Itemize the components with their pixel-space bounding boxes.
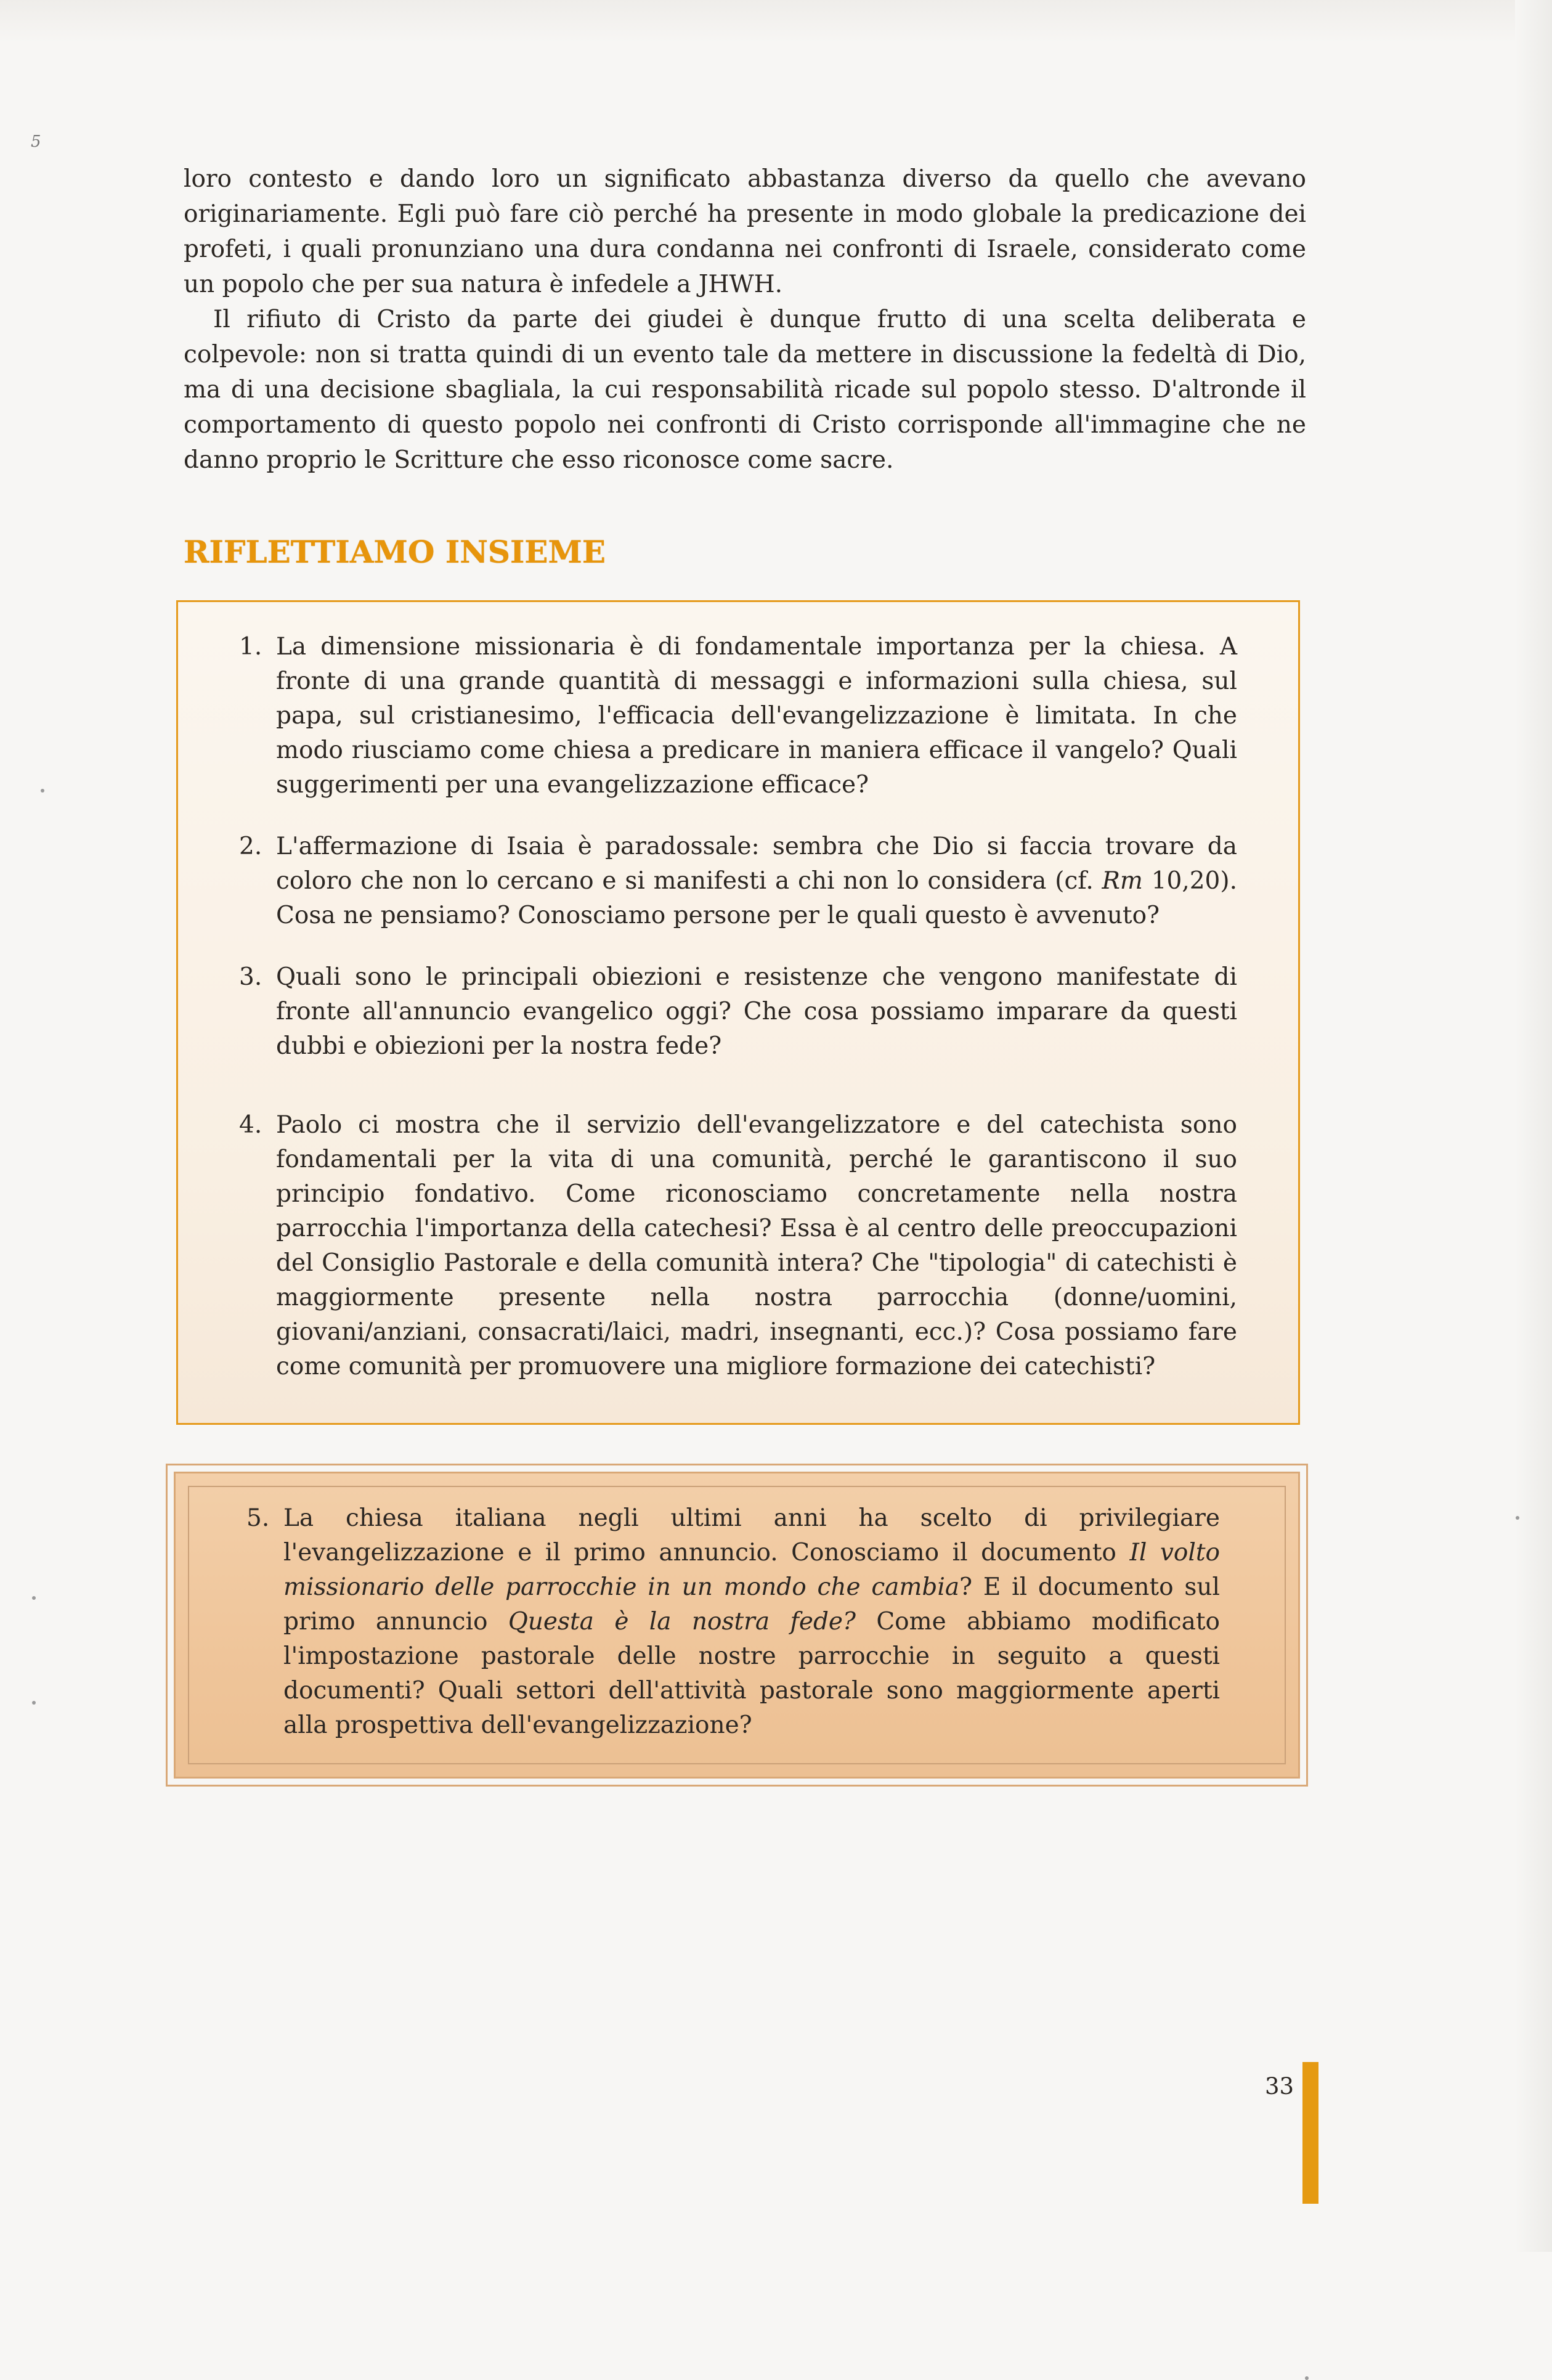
scan-speck	[32, 1596, 36, 1600]
question-number: 3.	[239, 963, 262, 991]
paragraph-1: loro contesto e dando loro un significato abbastanza diverso da quello che avevano originariamente. Egli può fare ciò perché ha presente in modo globale la predicazione dei profeti, i quali pronunziano una dura condanna nei confronti di Israele, considerato come un popolo che per sua natura è infedele a JHWH.	[184, 165, 1306, 298]
question-text: La dimensione missionaria è di fondamentale importanza per la chiesa. A fronte di una grande quantità di messaggi e informazioni sulla chiesa, sul papa, sul cristianesimo, l'efficacia dell'evangelizzazione è limitata. In che modo riusciamo come chiesa a predicare in maniera efficace il vangelo? Quali suggerimenti per una evangelizzazione efficace?	[276, 633, 1237, 799]
question-number: 4.	[239, 1111, 262, 1139]
body-text	[184, 161, 1306, 478]
margin-mark: 5	[31, 132, 41, 151]
section-title: RIFLETTIAMO INSIEME	[184, 534, 606, 570]
scan-speck	[32, 1701, 36, 1705]
question-text-part: Come abbiamo modificato l'impostazione pastorale delle nostre parrocchie in seguito a questi documenti? Quali settori dell'attività pastorale sono maggiormente aperti alla prospettiva dell'evangelizzazione?	[283, 1608, 1220, 1739]
scan-speck	[1305, 2376, 1309, 2380]
document-title: Il volto missionario delle parrocchie in un mondo che cambia	[283, 1539, 1220, 1601]
question-text-part: L'affermazione di Isaia è paradossale: sembra che Dio si faccia trovare da coloro che non lo cercano e si manifesti a chi non lo considera (cf.	[276, 833, 1237, 895]
paragraph-2: Il rifiuto di Cristo da parte dei giudei è dunque frutto di una scelta deliberata e colpevole: non si tratta quindi di un evento tale da mettere in discussione la fedeltà di Dio, ma di una decisione sbagliala, la cui responsabilità ricade sul popolo stesso. D'altronde il comportamento di questo popolo nei confronti di Cristo corrisponde all'immagine che ne danno proprio le Scritture che esso riconosce come sacre.	[184, 306, 1306, 474]
question-text-part: La chiesa italiana negli ultimi anni ha scelto di privilegiare l'evangelizzazione e il primo annuncio. Conosciamo il documento	[283, 1504, 1220, 1567]
question-number: 1.	[239, 633, 262, 661]
question-number: 2.	[239, 833, 262, 860]
question-list	[239, 630, 1237, 1384]
question-text-part: ? E il documento sul primo annuncio	[283, 1573, 1220, 1636]
page-top-edge	[0, 0, 1552, 43]
page-right-edge	[1515, 0, 1552, 2252]
question-text: Quali sono le principali obiezioni e resistenze che vengono manifestate di fronte all'annuncio evangelico oggi? Che cosa possiamo imparare da questi dubbi e obiezioni per la nostra fede?	[276, 963, 1237, 1060]
scan-speck	[1516, 1516, 1519, 1520]
scan-speck	[41, 789, 44, 793]
question-item	[239, 1108, 1237, 1384]
question-number: 5.	[246, 1504, 270, 1532]
question-item	[239, 829, 1237, 933]
question-text	[246, 1501, 1220, 1743]
question-text: Paolo ci mostra che il servizio dell'evangelizzatore e del catechista sono fondamentali per la vita di una comunità, perché le garantiscono il suo principio fondativo. Come riconosciamo concretamente nella nostra parrocchia l'importanza della catechesi? Essa è al centro delle preoccupazioni del Consiglio Pastorale e della comunità intera? Che "tipologia" di catechisti è maggiormente presente nella nostra parrocchia (donne/uomini, giovani/anziani, consacrati/laici, madri, insegnanti, ecc.)? Cosa possiamo fare come comunità per promuovere una migliore formazione dei catechisti?	[276, 1111, 1237, 1380]
page-number: 33	[1265, 2073, 1294, 2100]
question-text-part: 10,20). Cosa ne pensiamo? Conosciamo persone per le quali questo è avvenuto?	[276, 867, 1237, 929]
document-title: Questa è la nostra fede?	[508, 1608, 856, 1636]
question-item-5	[246, 1501, 1220, 1743]
question-item	[239, 960, 1237, 1064]
scripture-reference: Rm	[1102, 867, 1143, 895]
page-number-bar	[1302, 2062, 1318, 2204]
question-item	[239, 630, 1237, 802]
